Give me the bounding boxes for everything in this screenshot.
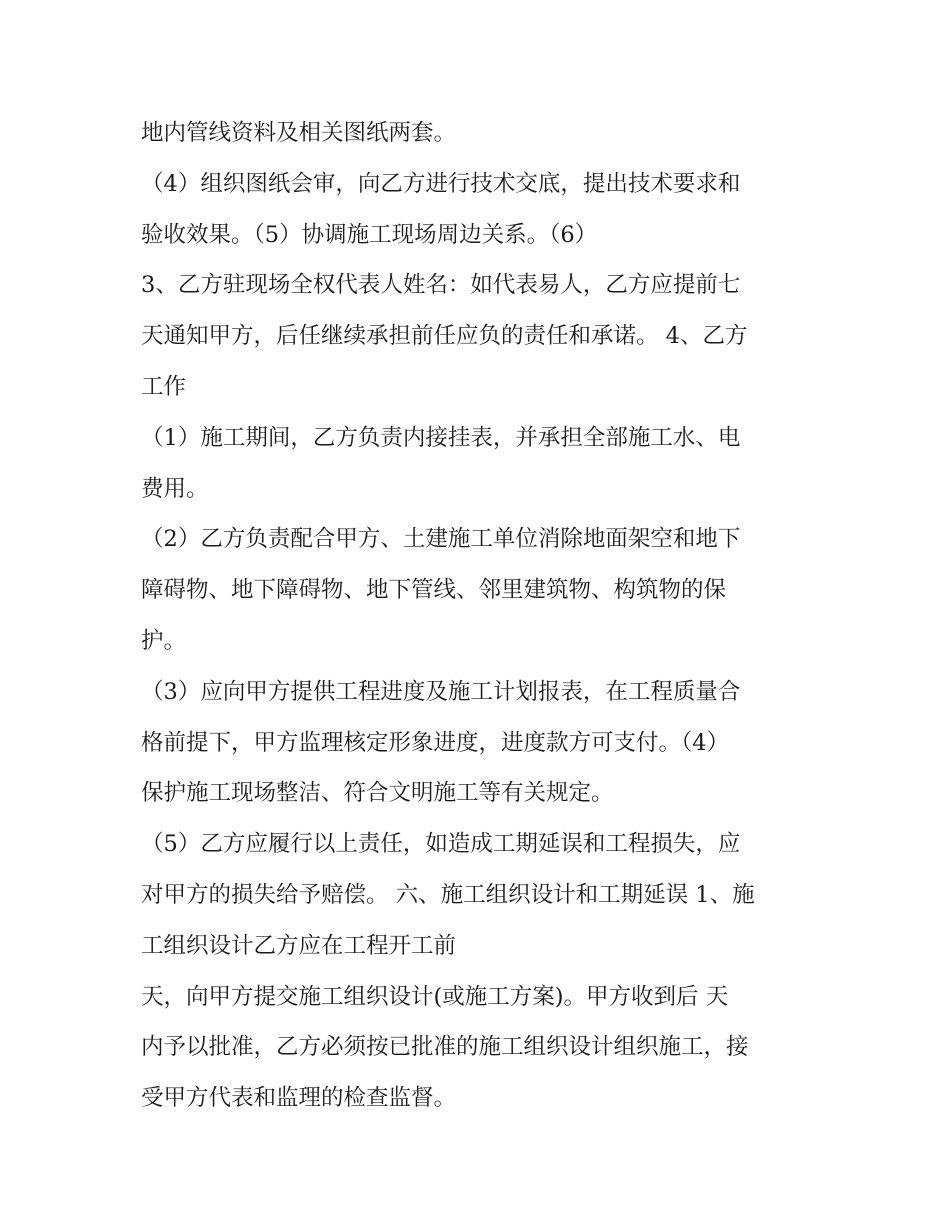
text-line: （1）施工期间，乙方负责内接挂表，并承担全部施工水、电 [141,424,741,451]
text-line: 天，向甲方提交施工组织设计(或施工方案)。甲方收到后 天 [141,983,729,1010]
text-line: 工作 [141,373,187,400]
text-line: 对甲方的损失给予赔偿。 六、施工组织设计和工期延误 1、施 [141,881,755,908]
text-line: 费用。 [141,475,209,502]
text-line: 受甲方代表和监理的检查监督。 [141,1085,457,1112]
text-line: 内予以批准，乙方必须按已批准的施工组织设计组织施工，接 [141,1034,749,1061]
text-line: 格前提下，甲方监理核定形象进度，进度款方可支付。（4） [141,729,730,756]
text-line: 工组织设计乙方应在工程开工前 [141,932,457,959]
text-line: （2）乙方负责配合甲方、土建施工单位消除地面架空和地下 [141,526,741,553]
text-line: （5）乙方应履行以上责任，如造成工期延误和工程损失，应 [141,831,741,858]
text-line: 3、乙方驻现场全权代表人姓名：如代表易人，乙方应提前七 [141,272,741,299]
body-text [141,108,831,1124]
text-line: 地内管线资料及相关图纸两套。 [141,120,457,146]
text-line: 保护施工现场整洁、符合文明施工等有关规定。 [141,780,614,807]
text-line: 护。 [141,627,187,654]
text-line: （4）组织图纸会审，向乙方进行技术交底，提出技术要求和 [141,170,741,197]
text-line: 验收效果。（5）协调施工现场周边关系。（6） [141,221,598,248]
text-line: （3）应向甲方提供工程进度及施工计划报表，在工程质量合 [141,678,741,705]
text-line: 天通知甲方，后任继续承担前任应负的责任和承诺。 4、乙方 [141,323,748,350]
text-line: 障碍物、地下障碍物、地下管线、邻里建筑物、构筑物的保 [141,577,727,604]
